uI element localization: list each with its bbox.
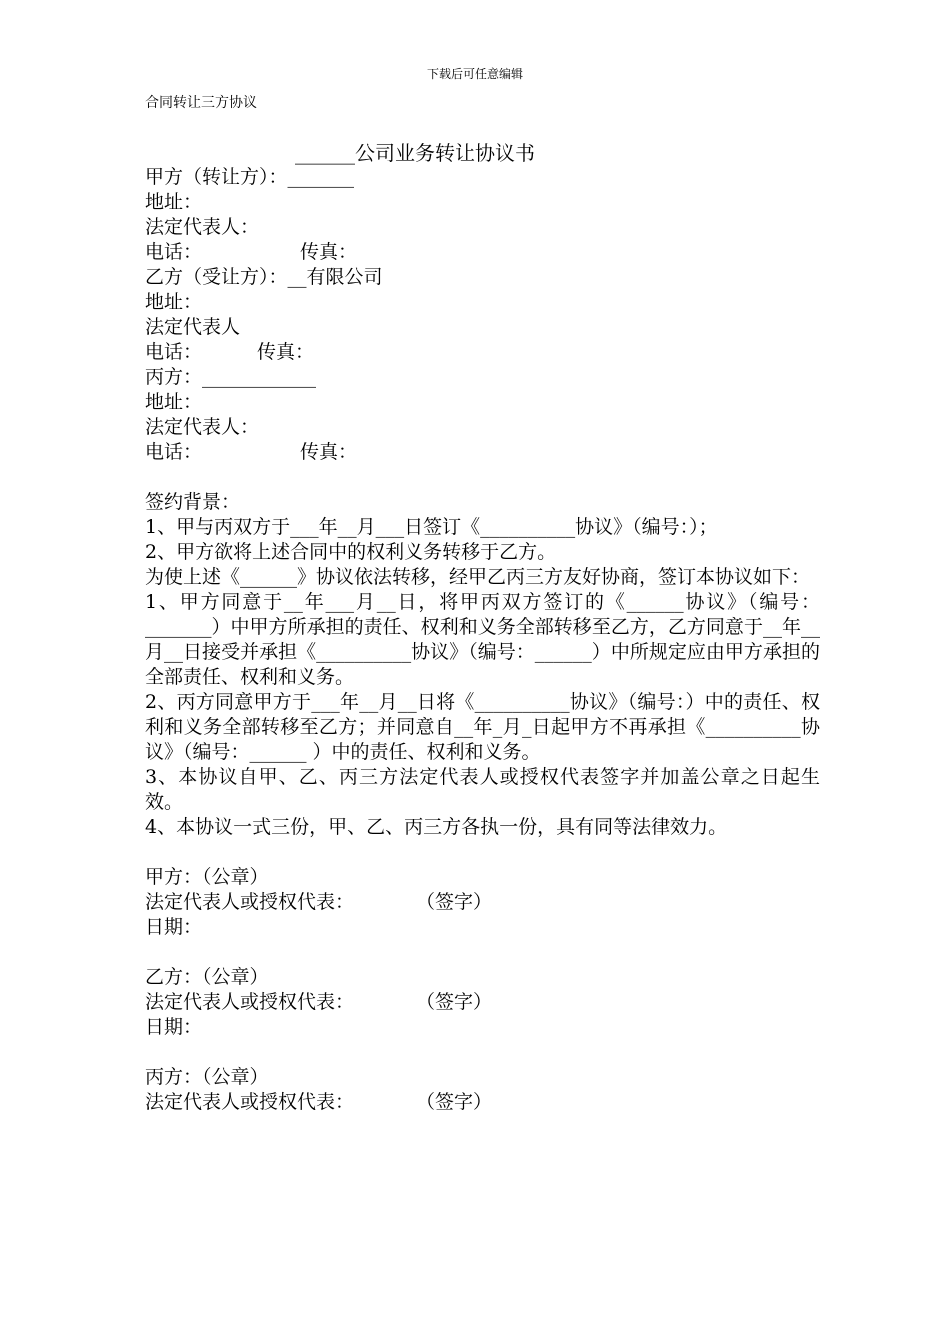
party-c-blank: ____________ [202,366,317,388]
background-heading: 签约背景： [145,491,241,513]
party-c-rep: 法定代表人： [145,416,260,438]
header-note: 下载后可任意编辑 [426,67,523,81]
party-c-contact: 电话： 传真： [145,441,358,463]
signature-a-rep: 法定代表人或授权代表： （签字） [145,891,493,913]
party-c-line: 丙方：____________ [145,366,317,388]
spacer [145,840,820,865]
party-b-rep: 法定代表人 [145,316,241,338]
document-body [145,165,820,1115]
document-title [0,140,830,166]
title-blank: ______ [295,141,355,165]
party-b-line: 乙方（受让方）：__有限公司 [145,266,383,288]
clause-2: 2、丙方同意甲方于___年__月__日将《__________协议》（编号：）中的责任、权利和义务全部转移至乙方；并同意自__年_月_日起甲方不再承担《__________协议》（编号：______ ）中的责任、权利和义务。 [145,691,820,763]
party-a-line: 甲方（转让方）：_______ [145,166,355,188]
clause-4: 4、本协议一式三份，甲、乙、丙三方各执一份，具有同等法律效力。 [145,816,728,838]
signature-a-party: 甲方：（公章） [145,866,269,888]
party-a-blank: _______ [287,166,355,188]
spacer [145,465,820,490]
document-label: 合同转让三方协议 [145,95,257,111]
party-b-address: 地址： [145,291,203,313]
clause-3: 3、本协议自甲、乙、丙三方法定代表人或授权代表签字并加盖公章之日起生效。 [145,766,820,813]
title-text: 公司业务转让协议书 [355,141,535,165]
party-c-address: 地址： [145,391,203,413]
signature-b-party: 乙方：（公章） [145,966,269,988]
signature-a-date: 日期： [145,916,203,938]
signature-b-date: 日期： [145,1016,203,1038]
party-b-contact: 电话： 传真： [145,341,315,363]
party-a-address: 地址： [145,191,203,213]
signature-c-rep: 法定代表人或授权代表： （签字） [145,1091,493,1113]
background-item-2: 2、甲方欲将上述合同中的权利义务转移于乙方。 [145,541,557,563]
spacer [145,1040,820,1065]
signature-b-rep: 法定代表人或授权代表： （签字） [145,991,493,1013]
party-a-rep: 法定代表人： [145,216,260,238]
party-b-blank: __ [287,266,307,288]
clause-1: 1、甲方同意于__年___月__日，将甲丙双方签订的《______协议》（编号：_______）中甲方所承担的责任、权利和义务全部转移至乙方，乙方同意于__年__月__日接受并承担《__________协议》（编号：______）中所规定应由甲方承担的全部责任、权利和义务。 [145,591,820,688]
spacer [145,940,820,965]
background-item-1: 1、甲与丙双方于___年__月___日签订《__________协议》（编号：）； [145,516,718,538]
signature-c-party: 丙方：（公章） [145,1066,269,1088]
party-a-contact: 电话： 传真： [145,241,358,263]
background-intro: 为使上述《______》协议依法转移，经甲乙丙三方友好协商，签订本协议如下： [145,566,811,588]
